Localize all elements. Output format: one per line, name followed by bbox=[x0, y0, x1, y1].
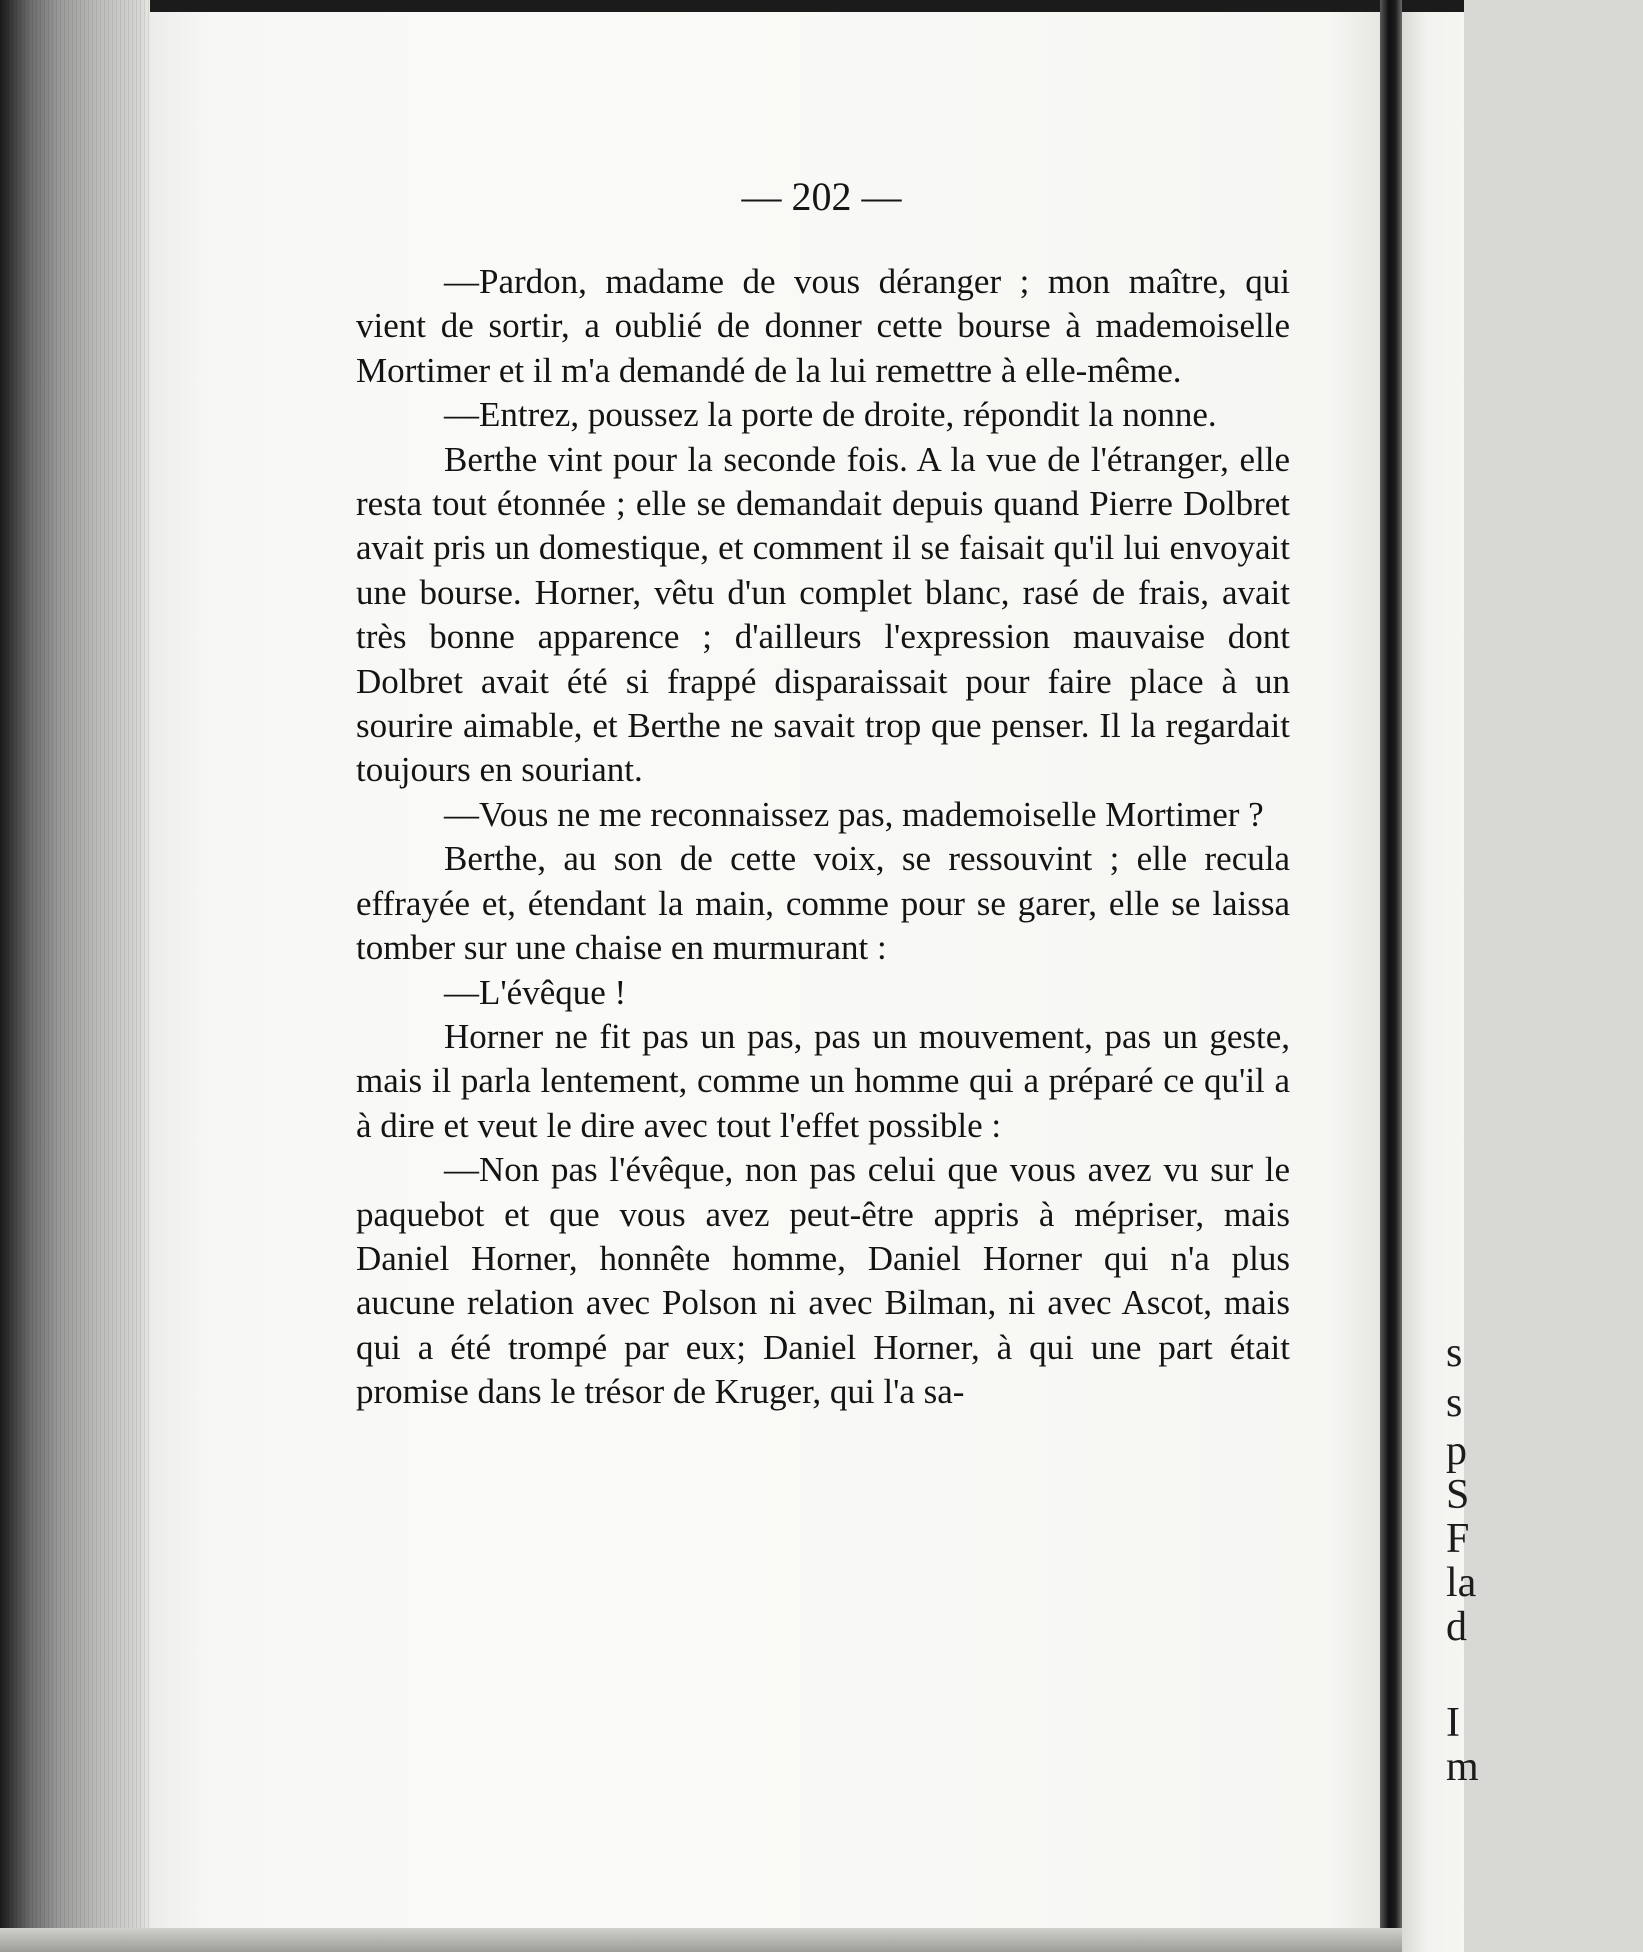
facing-page-fragment: la bbox=[1446, 1560, 1477, 1606]
paragraph: Berthe vint pour la seconde fois. A la vue de l'étranger, elle resta tout étonnée ; elle se demandait depuis quand Pierre Dolbret avait pris un domestique, et comment il se faisait qu'il lui envoyait une bourse. Horner, vêtu d'un complet blanc, rasé de frais, avait très bonne apparence ; d'ailleurs l'expression mauvaise dont Dolbret avait été si frappé disparaissait pour faire place à un sourire aimable, et Berthe ne savait trop que penser. Il la regardait toujours en souriant. bbox=[356, 439, 1290, 790]
facing-page-fragment: s bbox=[1446, 1330, 1463, 1376]
facing-page bbox=[1402, 12, 1479, 1952]
paragraph: Berthe, au son de cette voix, se ressouvint ; elle recula effrayée et, étendant la main, comme pour se garer, elle se laissa tomber sur une chaise en murmurant : bbox=[356, 839, 1290, 968]
paragraph: —L'évêque ! bbox=[444, 972, 627, 1012]
paragraph: —Non pas l'évêque, non pas celui que vous avez vu sur le paquebot et que vous avez peut-être appris à mépriser, mais Daniel Horner, honnête homme, Daniel Horner qui n'a plus aucune relation avec Polson ni avec Bilman, ni avec Ascot, mais qui a été trompé par eux; Daniel Horner, à qui une part était promise dans le trésor de Kruger, qui l'a sa- bbox=[356, 1150, 1290, 1412]
paragraph: Horner ne fit pas un pas, pas un mouvement, pas un geste, mais il parla lentement, comme un homme qui a préparé ce qu'il a à dire et veut le dire avec tout l'effet possible : bbox=[356, 1016, 1290, 1145]
facing-page-fragment: p bbox=[1446, 1428, 1467, 1474]
paragraph: —Vous ne me reconnaissez pas, mademoiselle Mortimer ? bbox=[444, 794, 1264, 834]
facing-page-fragment: S bbox=[1446, 1472, 1470, 1518]
facing-page-fragment: I bbox=[1446, 1700, 1460, 1746]
paragraph: —Pardon, madame de vous déranger ; mon maître, qui vient de sortir, a oublié de donner cette bourse à mademoiselle Mortimer et il m'a demandé de la lui remettre à elle-même. bbox=[356, 262, 1290, 390]
facing-page-fragment: s bbox=[1446, 1380, 1463, 1426]
facing-page-fragment: d bbox=[1446, 1604, 1467, 1650]
page-number: — 202 — bbox=[741, 174, 902, 219]
facing-page-fragment: F bbox=[1446, 1516, 1470, 1562]
paragraph: —Entrez, poussez la porte de droite, répondit la nonne. bbox=[444, 395, 1217, 435]
book-page-edges bbox=[0, 0, 150, 1952]
scan-top-edge bbox=[0, 0, 1464, 12]
body-text bbox=[356, 260, 1290, 1415]
facing-page-fragment: m bbox=[1446, 1744, 1479, 1790]
scan-bottom-edge bbox=[0, 1928, 1402, 1952]
book-spine-gutter bbox=[1380, 0, 1402, 1952]
